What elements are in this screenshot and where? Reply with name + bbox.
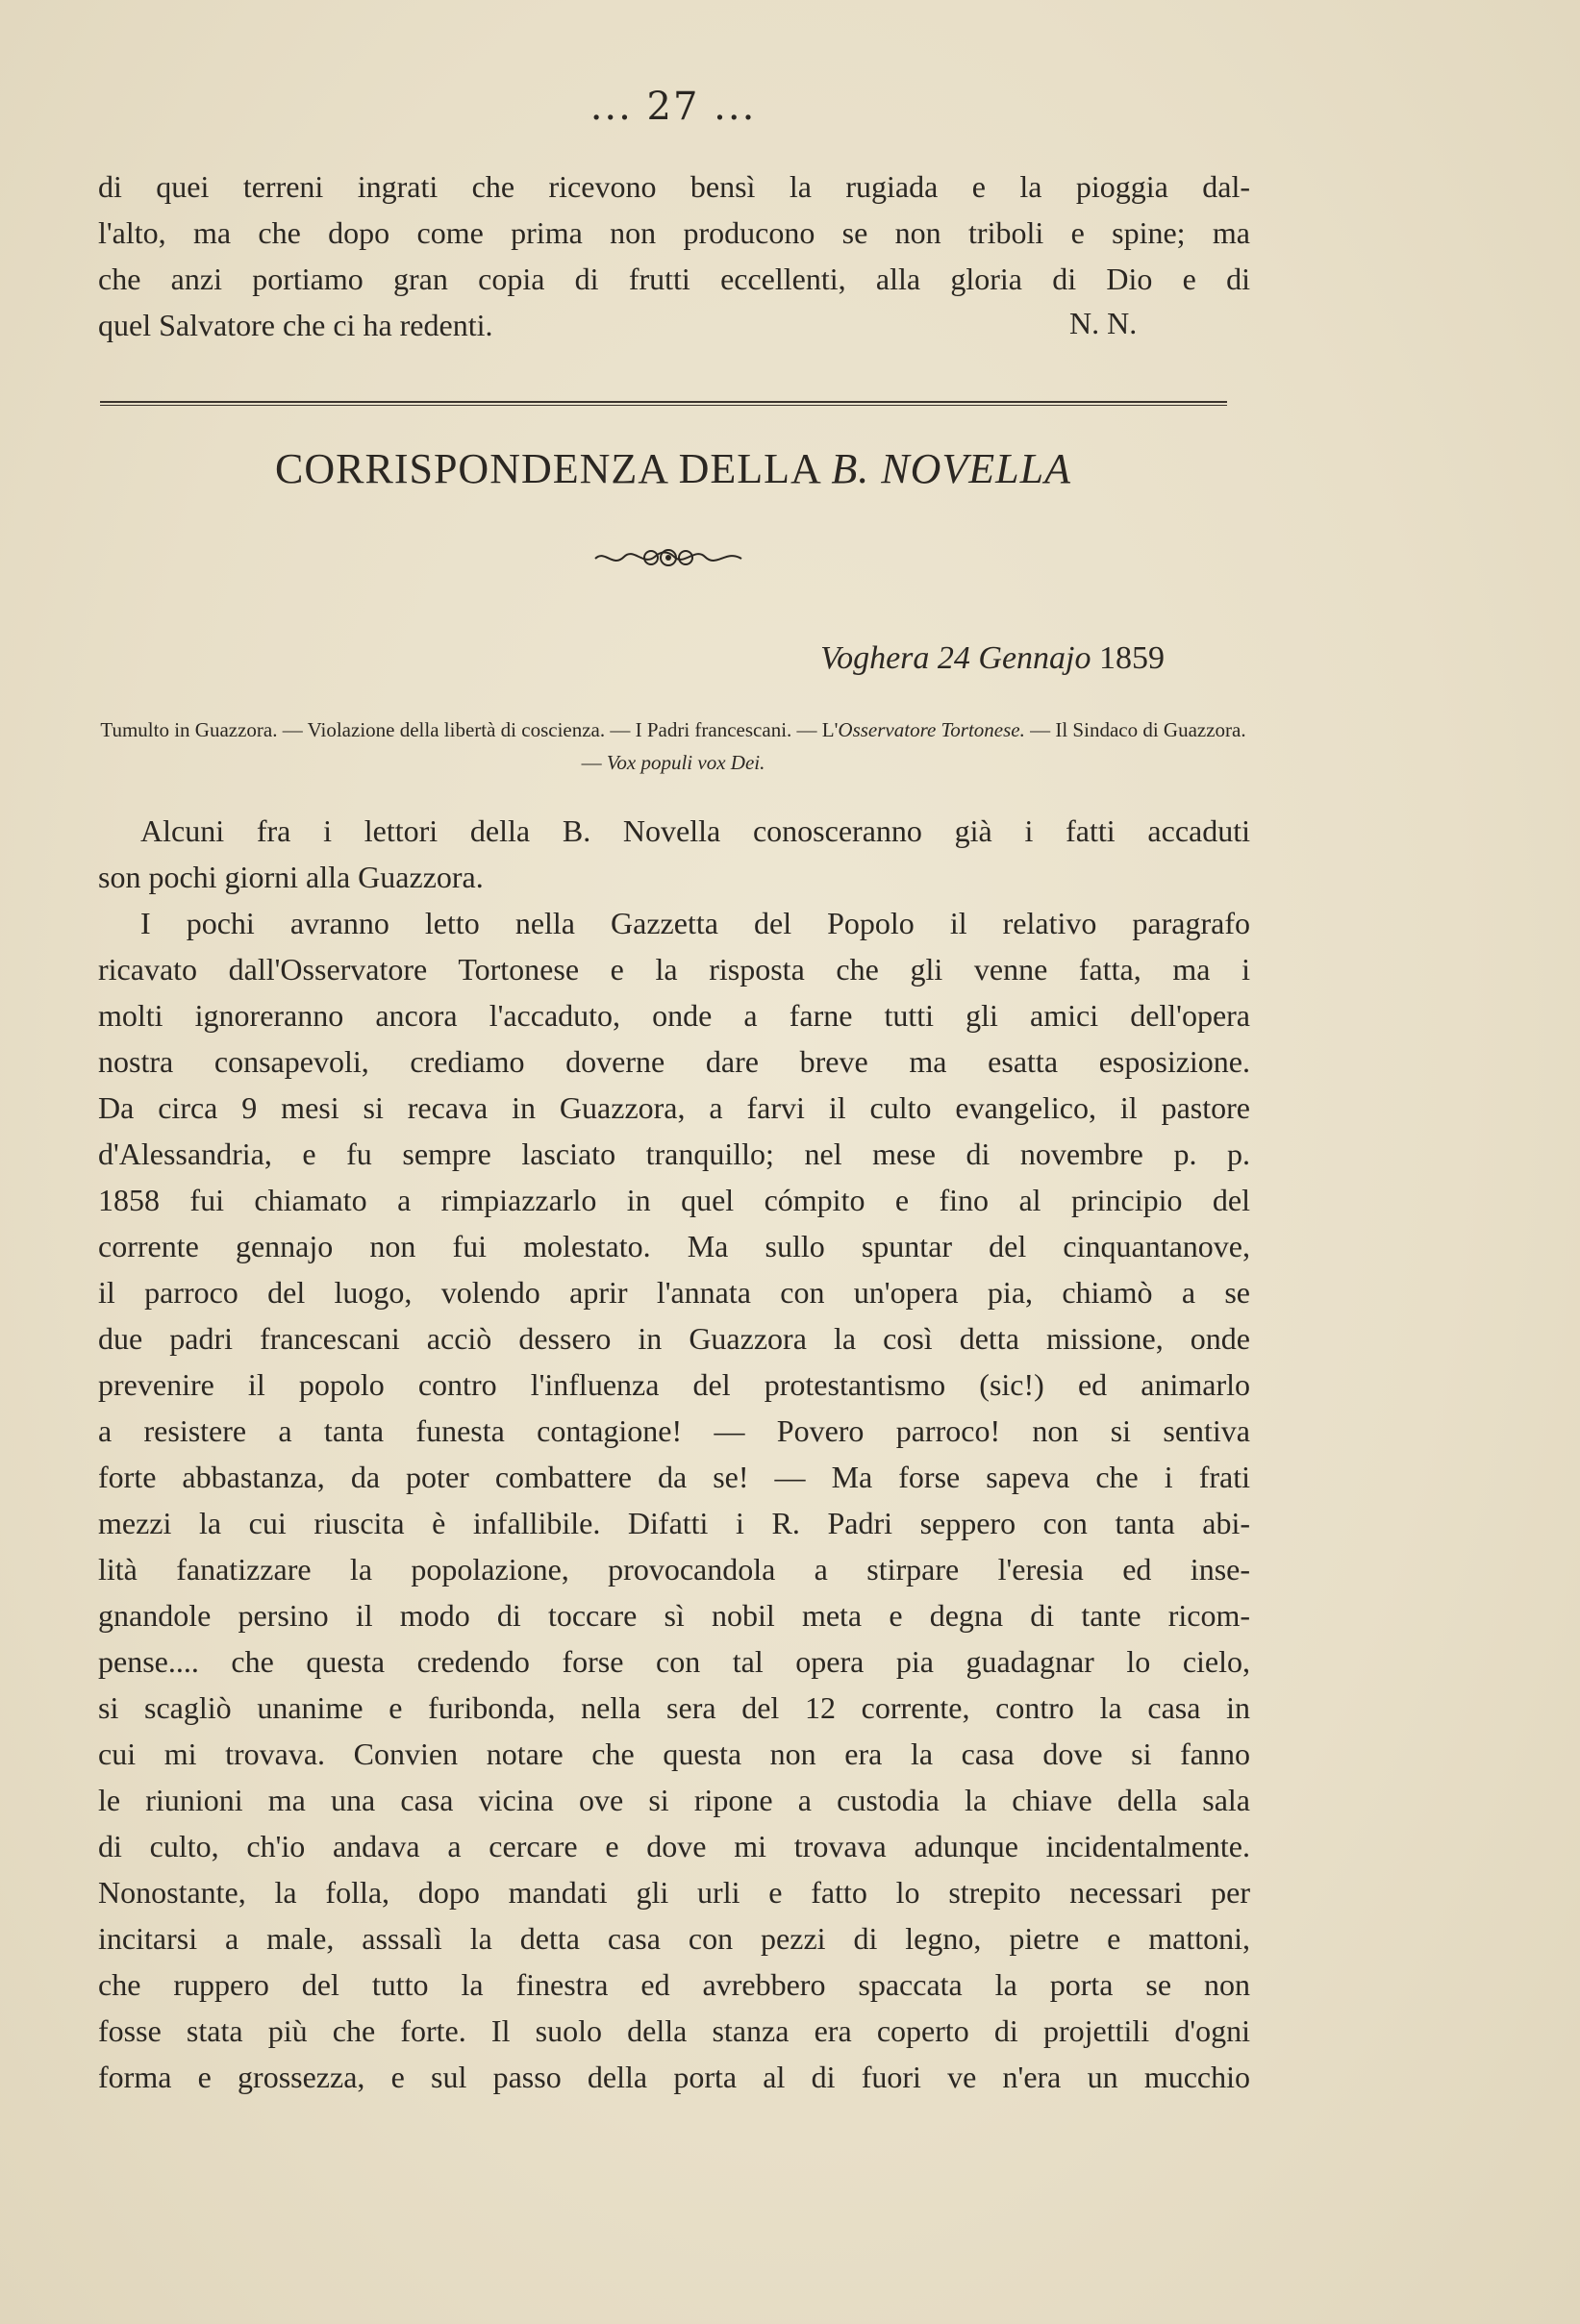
text-line: di quei terreni ingrati che ricevono bensì la rugiada e la pioggia dal- [98,169,1250,204]
text-line: corrente gennajo non fui molestato. Ma sullo spuntar del cinquantanove, [98,1229,1250,1263]
ornament-icon [591,543,745,572]
text-line: cui mi trovava. Convien notare che questa non era la casa dove si fanno [98,1737,1250,1771]
text-line: si scagliò unanime e furibonda, nella sera del 12 corrente, contro la casa in [98,1690,1250,1725]
text-line: Nonostante, la folla, dopo mandati gli urli e fatto lo strepito necessari per [98,1875,1250,1910]
text-line: lità fanatizzare la popolazione, provocandola a stirpare l'eresia ed inse- [98,1552,1250,1587]
text-line: quel Salvatore che ci ha redenti. [98,308,493,342]
text-line: nostra consapevoli, crediamo doverne dare breve ma esatta esposizione. [98,1044,1250,1079]
page-number: ... 27 ... [589,85,757,129]
text-line: gnandole persino il modo di toccare sì nobil meta e degna di tante ricom- [98,1598,1250,1633]
text-line: di culto, ch'io andava a cercare e dove mi trovava adunque incidentalmente. [98,1829,1250,1863]
text-line: son pochi giorni alla Guazzora. [98,860,484,894]
section-heading [0,444,1346,493]
text-line: prevenire il popolo contro l'influenza del protestantismo (sic!) ed animarlo [98,1367,1250,1402]
text-line: l'alto, ma che dopo come prima non producono se non triboli e spine; ma [98,215,1250,250]
heading-italic: B. NOVELLA [831,445,1071,492]
text-line: ricavato dall'Osservatore Tortonese e la risposta che gli venne fatta, ma i [98,952,1250,987]
text-line: che ruppero del tutto la finestra ed avrebbero spaccata la porta se non [98,1967,1250,2002]
summary-part2: Osservatore Tortonese. [838,718,1025,741]
dateline-day: 24 [937,640,970,676]
summary-part4: Vox populi vox Dei. [606,751,765,774]
text-line: a resistere a tanta funesta contagione! — Povero parroco! non si sentiva [98,1413,1250,1448]
summary-part3: — Il Sindaco di Guazzora. — [581,718,1246,774]
text-line: forte abbastanza, da poter combattere da se! — Ma forse sapeva che i frati [98,1460,1250,1494]
dateline-place: Voghera [820,640,930,676]
text-line: incitarsi a male, asssalì la detta casa con pezzi di legno, pietre e mattoni, [98,1921,1250,1956]
signature: N. N. [1069,306,1138,340]
text-line: due padri francescani acciò dessero in Guazzora la così detta missione, onde [98,1321,1250,1356]
dateline [820,640,1165,677]
text-line: d'Alessandria, e fu sempre lasciato tranquillo; nel mese di novembre p. p. [98,1137,1250,1171]
text-line: Alcuni fra i lettori della B. Novella conosceranno già i fatti accaduti [140,813,1250,848]
text-line: il parroco del luogo, volendo aprir l'annata con un'opera pia, chiamò a se [98,1275,1250,1310]
text-line: molti ignoreranno ancora l'accaduto, onde a farne tutti gli amici dell'opera [98,998,1250,1033]
heading-main: CORRISPONDENZA DELLA [275,445,820,492]
text-line: I pochi avranno letto nella Gazzetta del Popolo il relativo paragrafo [140,906,1250,940]
text-line: forma e grossezza, e sul passo della porta al di fuori ve n'era un mucchio [98,2060,1250,2094]
article-body [98,808,1250,2100]
text-line: 1858 fui chiamato a rimpiazzarlo in quel cómpito e fino al principio del [98,1183,1250,1217]
text-line: mezzi la cui riuscita è infallibile. Difatti i R. Padri seppero con tanta abi- [98,1506,1250,1540]
text-line: Da circa 9 mesi si recava in Guazzora, a farvi il culto evangelico, il pastore [98,1090,1250,1125]
text-line: le riunioni ma una casa vicina ove si ripone a custodia la chiave della sala [98,1783,1250,1817]
dateline-month: Gennajo [978,640,1091,676]
text-line: pense.... che questa credendo forse con tal opera pia guadagnar lo cielo, [98,1644,1250,1679]
text-line: fosse stata più che forte. Il suolo della stanza era coperto di projettili d'ogni [98,2013,1250,2048]
dateline-year: 1859 [1099,640,1165,676]
article-summary [100,713,1246,779]
text-line: che anzi portiamo gran copia di frutti eccellenti, alla gloria di Dio e di [98,262,1250,296]
summary-part1: Tumulto in Guazzora. — Violazione della libertà di coscienza. — I Padri francescani. — L' [100,718,839,741]
section-divider [100,401,1227,406]
